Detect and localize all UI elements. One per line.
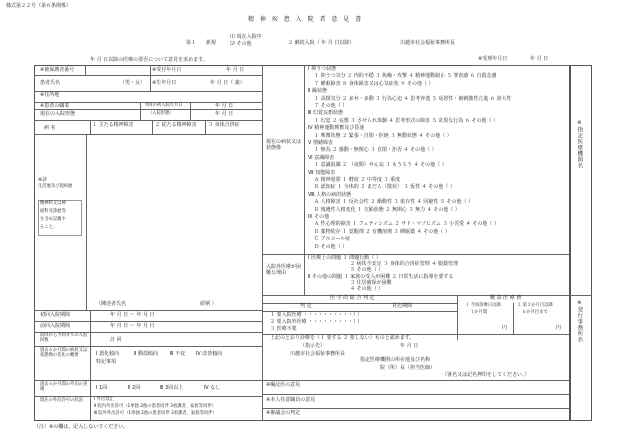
office-name: 川越市社会福祉事務所長 <box>400 40 456 46</box>
issuing-office-vertical: ※発行事務所名 <box>576 300 583 343</box>
judgement-title: 医 学 的 総 合 判 定 <box>330 295 375 301</box>
hospital-name-vertical: ※指定医療機関名 <box>576 120 583 169</box>
state-item: Ａ 精神遅滞 １ 軽度 ２ 中等度 ３ 重度 <box>314 177 401 183</box>
history-note-1: 精神科又は神 <box>40 201 66 206</box>
option-continued: ２ 継続入院（ 年 月 日以降） <box>288 40 355 46</box>
history-note-4: ること。 <box>40 225 58 230</box>
state-item: Ⅸ その他 <box>308 214 330 220</box>
state-item: Ⅴ 情緒障害 <box>308 140 334 146</box>
symptom-better: Ⅳ 改善傾向 <box>196 351 223 357</box>
symptom-worse: Ⅰ 悪化傾向 <box>96 351 120 357</box>
document-title: 精 神 疾 患 入 院 者 意 見 書 <box>248 16 364 23</box>
first-period-label: 初回入院期間 <box>40 312 71 318</box>
symptom-unstable: Ⅱ 動揺傾向 <box>134 351 159 357</box>
outing-none: Ⅳ なし <box>204 385 221 391</box>
admission-count-label: 前回から今回までの入院回数 <box>40 333 88 343</box>
admission-type-label: 現在の入院形態 <box>40 111 76 117</box>
cost-current-period: １か月間 <box>470 310 488 315</box>
first-admission-label: 今回の初入院年月日 <box>144 103 183 108</box>
outing-twice: Ⅱ 2回 <box>128 385 141 391</box>
symptom-change-label: 過去６か月間の病状又は状態像の変化の概要 <box>40 348 88 358</box>
reason-item: ２ 病状不安定 ３ 身体的合併症管理 ４ 服薬管理 <box>350 261 458 268</box>
cost-later-period: ６か月目まで <box>522 310 548 315</box>
state-item: Ｄ その他（ ） <box>314 243 348 250</box>
hospital-label: 指定医療機関の所在地及び名称 <box>360 357 431 363</box>
state-item: Ⅶ 知能障害 <box>308 169 336 176</box>
cost-title: 概 算 医 療 費 <box>490 295 522 301</box>
certification-date: 年 月 日 <box>400 343 419 349</box>
outpatient-difficulty-label: 入院外医療が困難な理由 <box>266 264 302 276</box>
history-note-3: を含め記載す <box>40 217 66 222</box>
outing-label: 過去６か月間の外泊の実績 <box>40 382 88 392</box>
occupation-label: ※患者の職業 <box>40 103 70 109</box>
disease-physical: ３ 身体合併症 <box>208 122 240 128</box>
subsidy-number-label: ※被保護者番号 <box>40 67 75 73</box>
history-label-2: 生活歴及び現病歴 <box>38 184 73 189</box>
council-decision-label: ※審議会の判定 <box>266 410 301 416</box>
disease-secondary: ２ 従たる精神障害 <box>155 122 197 128</box>
state-item: Ⅳ 精神運動興奮及び昏迷 <box>308 125 365 132</box>
staff-opinion-label: ※本人任意職員の意見 <box>266 397 316 403</box>
gender-options: （男・女） <box>120 80 146 86</box>
history-label-1: ※診 <box>38 177 48 183</box>
leave-outside: Ⅲ 院外外出許可（1単独 2他の患者同伴 3看護者、家族等同伴） <box>94 411 217 416</box>
state-item: Ⅱ 躁状態 <box>308 88 328 95</box>
state-item: １ 無為 ２ 感動・無関心 ３ 自閉・拒否 ４ その他（ ） <box>314 147 437 154</box>
judgement-col-period: 見込期間 <box>392 303 413 309</box>
receipt-date-label: ※受付年月日 <box>152 67 182 73</box>
leave-status-label: 現在の外泊許可の状況 <box>40 398 83 403</box>
kind-new: 新規 <box>206 40 217 46</box>
main-divider <box>262 65 263 421</box>
history-note-2: 経科受診歴等 <box>40 209 66 214</box>
outing-once: Ⅰ 1回 <box>96 385 108 391</box>
option-other: ⑵ その他 <box>230 41 252 47</box>
state-item: ７ その他（ ） <box>314 103 348 109</box>
reason-item: Ⅱ その他の問題 １ 家族の受入が困難 ２ 日常生活に指導を要する <box>308 273 454 280</box>
judgement-outpatient: ２ 要入院外医療 ・・・・・・・・・（ ） <box>270 319 363 325</box>
informant-relation: 続柄 ） <box>200 301 217 307</box>
symptom-same: Ⅲ 不変 <box>170 351 186 357</box>
state-item: Ａ 人格障害 １ 反社会性 ２ 衝動性 ３ 依存性 ４ 回避性 ５ その他（ ） <box>314 199 474 206</box>
reason-item: Ⅰ 医療上の問題 １ 問題行動（ ） <box>308 255 381 261</box>
certification-target: （指示先） <box>300 343 326 349</box>
signature-note: （署名又は記名押印をしてください。） <box>442 372 530 378</box>
state-item: １ 興奮状態 ２ 緊張・自閉・拒絶 ３ 無動状態 ４ その他（ ） <box>314 132 452 139</box>
receipt-label: ※受理年月日 <box>478 56 508 62</box>
reason-item: ５ その他（ ） <box>350 267 384 274</box>
state-item: １ 意識混濁 ２ （夜間）せん妄 ３ もうろう ４ その他（ ） <box>314 162 447 169</box>
state-item: Ⅷ 人格の病的状態 <box>308 191 352 198</box>
date-line: 年 月 日以降の医療の要否について意見を求めます。 <box>90 57 208 63</box>
first-admission-date: 年 月 日 <box>215 103 234 109</box>
receipt-date: 年 月 日 <box>530 56 549 62</box>
first-period-range: 年 月 日 ～ 年 月 日 <box>110 312 155 318</box>
footer-note: （注）※の欄は、記入しないでください。 <box>34 424 129 430</box>
option-inpatient: ⑴ 現在入院中 <box>230 34 262 40</box>
cost-later-yen: 円 <box>556 325 562 331</box>
state-item: Ｂ 認知症 １ 全体的 ２ まだら（散状） ３ 仮性 ４ その他（ ） <box>314 184 455 191</box>
birth-label: ※生年月日 <box>152 80 177 86</box>
state-item: Ａ 性心理的障害 １ フェティシズム ２ サド・マゾヒズム ３ 小児愛 ４ その他（ ） <box>314 221 499 228</box>
cost-later-label: ２ 第２か月目以降 <box>517 303 553 308</box>
address-label: ※住所地 <box>40 92 60 98</box>
cost-current-label: １ 今回診療日以降 <box>465 303 501 308</box>
reason-item: ３ 住居確保が困難 <box>350 279 392 286</box>
patient-name-label: 患者氏名 <box>40 80 61 86</box>
request-number: 第１ <box>186 40 197 46</box>
symptom-notes: 特記事項 <box>96 359 117 365</box>
disease-label: 病 名 <box>44 125 56 131</box>
disease-main: １ 主たる精神障害 <box>92 122 134 128</box>
current-state-label: 現在の病状又は状態像 <box>266 139 302 151</box>
leave-prohibited: Ⅰ 外出禁止 <box>94 397 114 402</box>
state-item: Ⅰ 抑うつ状態 <box>308 66 337 72</box>
judgement-col-decision: 判 定 <box>300 303 312 309</box>
state-item: Ｃ アルコール症 <box>314 236 351 243</box>
admission-form-label: （入院形態） <box>148 111 174 116</box>
state-item: ７ 睡眠障害 ８ 身体障害又は心気症状 ９ その他（ ） <box>314 80 434 87</box>
state-item: １ 高揚気分 ２ 多弁・多動 ３ 行為心迫 ４ 思考奔逸 ５ 易怒性・被刺激性亢進 ６ 誇大性 <box>314 95 512 102</box>
doctor-label: 院（所）長（担当医師） <box>380 365 436 371</box>
receipt-date-value: 年 月 日 <box>226 67 245 73</box>
admission-count: 計 回 <box>110 337 122 343</box>
birth-value: 年 月 日（ 歳） <box>210 80 245 86</box>
state-item: Ｂ 薬物依存 １ 覚醒剤 ２ 有機溶剤 ３ 睡眠薬 ４ その他（ ） <box>314 228 450 235</box>
state-item: １ 幻覚 ２ 妄想 ３ させられ体験 ４ 思考形式の障害 ５ 奇異な行為 ６ その他（ ） <box>314 117 499 124</box>
consultant-opinion-label: ※嘱託医の意見 <box>266 382 301 388</box>
admission-form-date: 年 月 日 <box>215 111 234 117</box>
right-margin-column <box>570 65 592 421</box>
judgement-no-care: ３ 医療不要 <box>270 326 297 332</box>
prev-period-range: 年 月 日 ～ 年 月 日 <box>110 323 155 329</box>
middle-label-divider <box>304 65 305 295</box>
certification-text: 上記のとおり診療を（１ 要する ２ 要しない）ものと認めます。 <box>270 335 415 341</box>
certification-office: 川越市社会福祉事務所長 <box>290 351 346 357</box>
outing-three-plus: Ⅲ 3回以上 <box>160 385 184 391</box>
judgement-inpatient: １ 要入院医療 ・・・・・・・・・・（ ） <box>270 312 363 318</box>
prev-period-label: 前回入院期間 <box>40 323 71 329</box>
state-item: Ｂ 残遺性人格変化 １ 欠陥状態 ２ 無関心 ３ 無力 ４ その他（ ） <box>314 206 460 213</box>
cost-current-yen: 円 <box>502 325 508 331</box>
form-number: 様式第２２号（第６条関係） <box>6 3 72 9</box>
state-item: １ 抑うつ気分 ２ 内的不穏 ３ 焦燥・攻撃 ４ 精神運動制止 ５ 罪責感 ６ 自殺念慮 <box>314 73 497 80</box>
leave-inside: Ⅱ 院内外出許可（1単独 2他の患者同伴 3看護者、家族等同伴） <box>94 404 216 409</box>
state-item: Ⅵ 意識障害 <box>308 154 335 161</box>
informant-label: （陳述者氏名 <box>96 301 127 307</box>
state-item: Ⅲ 幻覚妄想状態 <box>308 110 344 117</box>
reason-item: ４ その他（ ） <box>350 286 384 292</box>
